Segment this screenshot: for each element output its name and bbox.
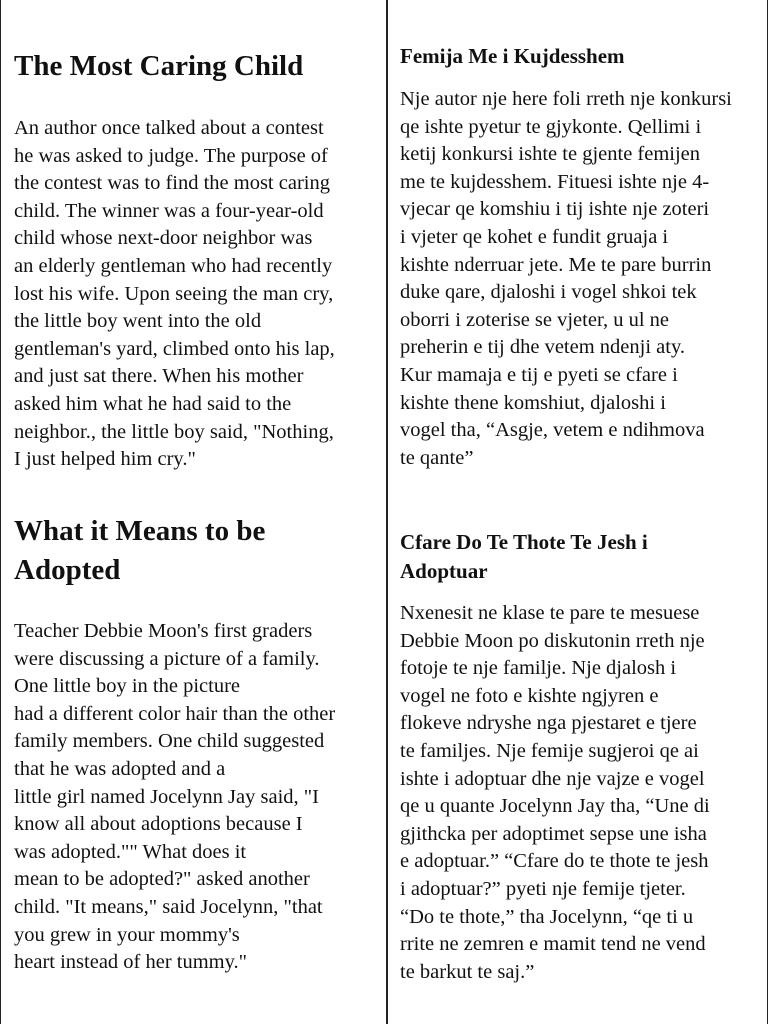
text-line: child. The winner was a four-year-old — [14, 199, 324, 222]
text-line: Kur mamaja e tij e pyeti se cfare i — [400, 363, 678, 386]
title-line: Adopted — [14, 554, 121, 586]
text-line: child whose next-door neighbor was — [14, 227, 313, 250]
story2-albanian-body — [400, 600, 710, 986]
text-line: asked him what he had said to the — [14, 392, 292, 415]
text-line: an elderly gentleman who had recently — [14, 254, 333, 277]
text-line: Nje autor nje here foli rreth nje konkursi — [400, 88, 732, 110]
text-line: qe ishte pyetur te gjykonte. Qellimi i — [400, 115, 702, 138]
text-line: mean to be adopted?" asked another — [14, 868, 310, 891]
text-line: and just sat there. When his mother — [14, 365, 304, 388]
text-line: Debbie Moon po diskutonin rreth nje — [400, 629, 705, 652]
text-line: lost his wife. Upon seeing the man cry, — [14, 282, 334, 305]
text-line: vjecar qe komshiu i tij ishte nje zoteri — [400, 198, 710, 221]
text-line: i adoptuar?” pyeti nje femije tjeter. — [400, 877, 686, 900]
text-line: kishte nderruar jete. Me te pare burrin — [400, 253, 712, 276]
text-line: little girl named Jocelynn Jay said, "I — [14, 785, 319, 808]
text-line: the contest was to find the most caring — [14, 172, 330, 195]
text-line: me te kujdesshem. Fituesi ishte nje 4- — [400, 170, 710, 193]
story2-english-body — [14, 618, 335, 977]
text-line: had a different color hair than the other — [14, 702, 336, 725]
title-line: What it Means to be — [14, 515, 266, 547]
text-line: Teacher Debbie Moon's first graders — [14, 620, 313, 642]
text-line: you grew in your mommy's — [14, 923, 240, 946]
text-line: kishte thene komshiut, djaloshi i — [400, 391, 666, 414]
text-line: ishte i adoptuar dhe nje vajze e vogel — [400, 767, 705, 790]
text-line: gjithcka per adoptimet sepse une isha — [400, 822, 707, 845]
text-line: preherin e tij dhe vetem ndenji aty. — [400, 336, 685, 359]
text-line: Nxenesit ne klase te pare te mesuese — [400, 602, 700, 624]
text-line: vogel tha, “Asgje, vetem e ndihmova — [400, 419, 705, 442]
text-line: “Do te thote,” tha Jocelynn, “qe ti u — [400, 905, 694, 928]
text-line: child. "It means," said Jocelynn, "that — [14, 895, 323, 918]
text-line: One little boy in the picture — [14, 675, 241, 698]
text-line: was adopted."" What does it — [14, 840, 247, 863]
story2-english-title — [14, 512, 265, 590]
text-line: i vjeter qe kohet e fundit gruaja i — [400, 225, 669, 248]
text-line: e adoptuar.” “Cfare do te thote te jesh — [400, 850, 709, 873]
text-line: were discussing a picture of a family. — [14, 647, 320, 670]
text-line: flokeve ndryshe nga pjestaret e tjere — [400, 712, 697, 735]
title-line: Cfare Do Te Thote Te Jesh i — [400, 530, 648, 554]
text-line: te qante” — [400, 446, 474, 469]
text-line: neighbor., the little boy said, "Nothing, — [14, 420, 334, 443]
text-line: te familjes. Nje femije sugjeroi qe ai — [400, 739, 699, 762]
column-divider — [386, 0, 388, 1024]
text-line: he was asked to judge. The purpose of — [14, 144, 328, 167]
text-line: qe u quante Jocelynn Jay tha, “Une di — [400, 795, 710, 818]
text-line: ketij konkursi ishte te gjente femijen — [400, 143, 701, 166]
story2-albanian-title — [400, 528, 648, 586]
text-line: An author once talked about a contest — [14, 117, 324, 139]
story1-english-body — [14, 115, 335, 474]
text-line: that he was adopted and a — [14, 757, 226, 780]
text-line: family members. One child suggested — [14, 730, 325, 753]
title-line: Adoptuar — [400, 559, 488, 583]
text-line: te barkut te saj.” — [400, 960, 535, 983]
text-line: know all about adoptions because I — [14, 813, 303, 836]
story1-albanian-body — [400, 86, 732, 472]
text-line: I just helped him cry." — [14, 448, 196, 471]
text-line: vogel ne foto e kishte ngjyren e — [400, 684, 659, 707]
text-line: gentleman's yard, climbed onto his lap, — [14, 337, 335, 360]
text-line: oborri i zoterise se vjeter, u ul ne — [400, 308, 670, 331]
text-line: rrite ne zemren e mamit tend ne vend — [400, 933, 706, 956]
text-line: duke qare, djaloshi i vogel shkoi tek — [400, 281, 697, 304]
story1-albanian-title: Femija Me i Kujdesshem — [400, 44, 625, 68]
text-line: heart instead of her tummy." — [14, 951, 248, 974]
text-line: the little boy went into the old — [14, 310, 262, 333]
text-line: fotoje te nje familje. Nje djalosh i — [400, 657, 677, 680]
story1-english-title: The Most Caring Child — [14, 50, 304, 82]
